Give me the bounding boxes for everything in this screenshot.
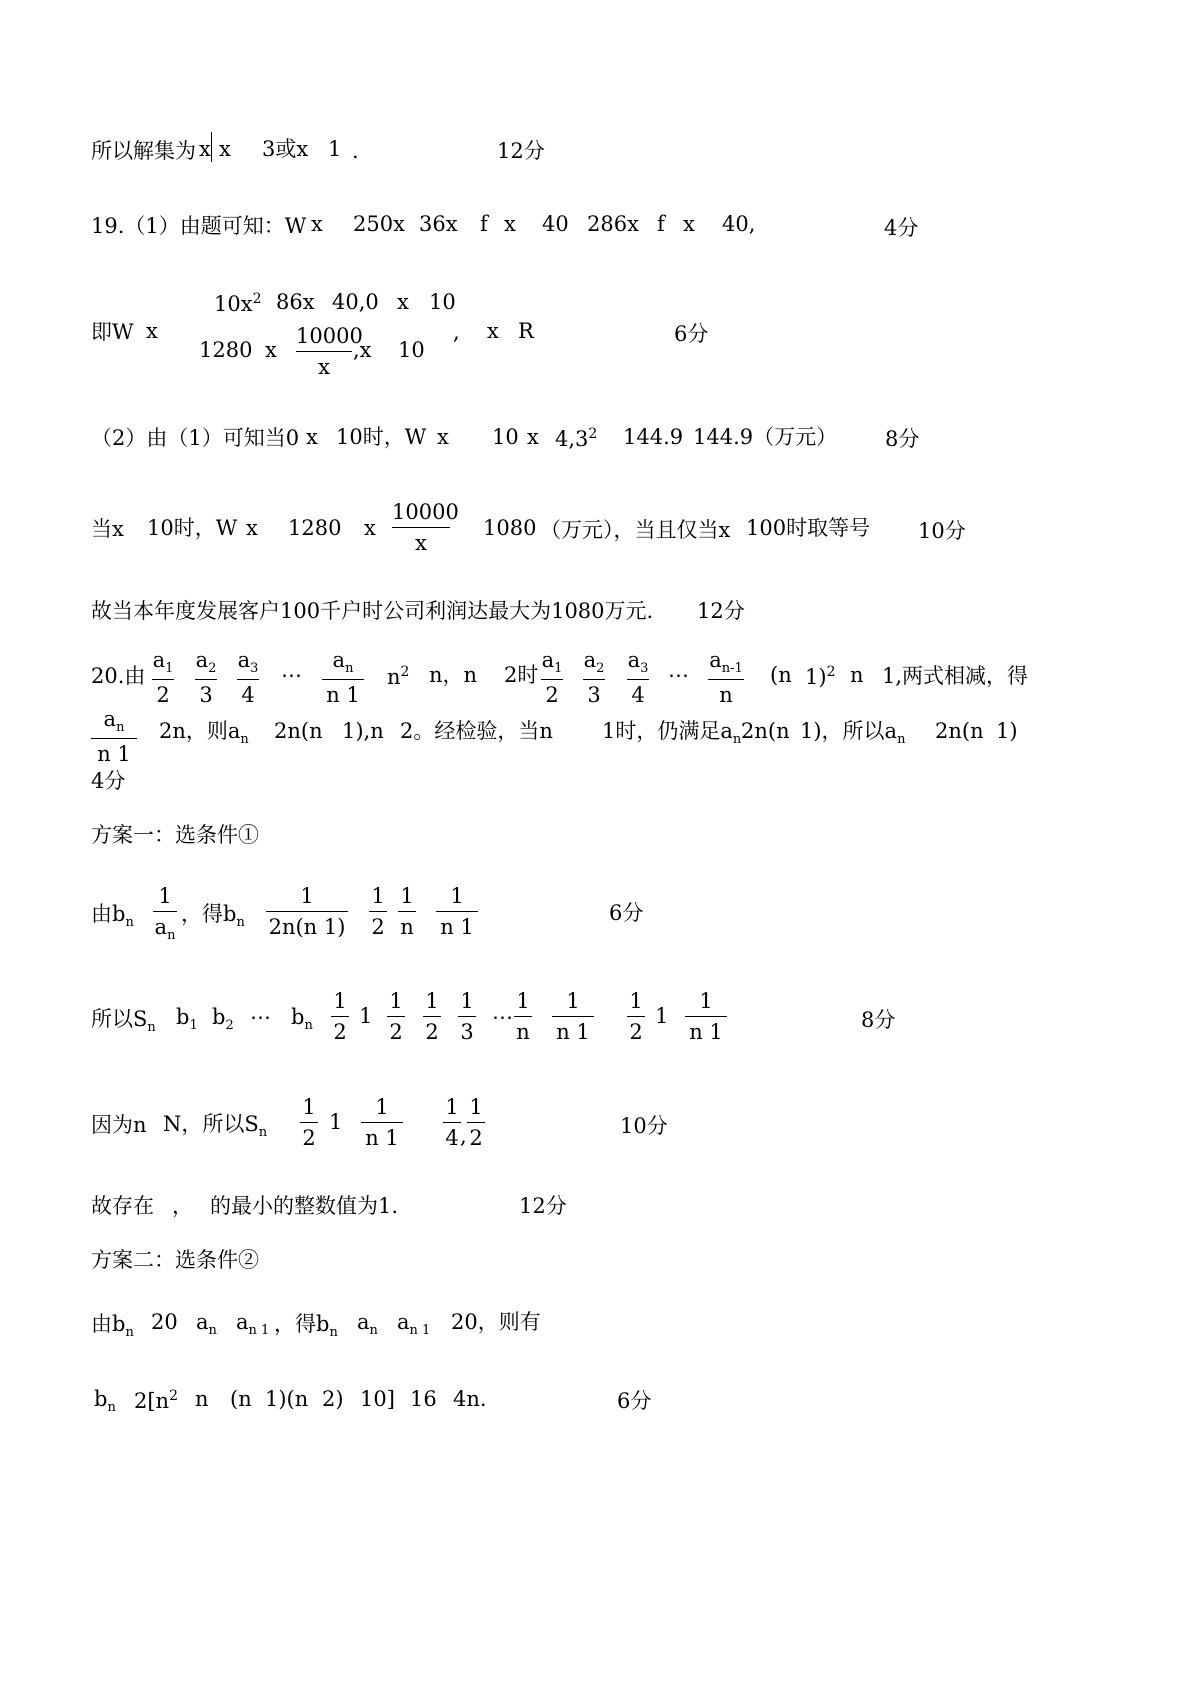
math: 因为n <box>91 1113 147 1137</box>
math: x <box>527 425 539 449</box>
math: 1 <box>329 1110 343 1134</box>
math: x <box>683 212 695 236</box>
fraction: 1 n <box>514 991 532 1043</box>
fraction: 1 2 <box>369 886 387 938</box>
math: 所以$S_n$ <box>91 1007 156 1036</box>
math: 16 <box>410 1387 437 1411</box>
math: 20 <box>151 1310 178 1334</box>
math: 36x <box>419 212 458 236</box>
math: x <box>146 319 158 343</box>
ellipsis: ⋯ <box>492 1005 513 1029</box>
fraction: 1 n 1 <box>552 991 594 1043</box>
fraction: $a_3$ 4 <box>237 648 259 708</box>
score-label: 6分 <box>617 1389 652 1413</box>
math: , <box>453 320 460 344</box>
math: 1)$^2$ <box>805 664 836 689</box>
math: 1280 <box>288 516 342 540</box>
math: x <box>306 425 318 449</box>
math: 1),n <box>342 719 384 743</box>
math: 10时，W <box>147 516 238 540</box>
text: 故当本年度发展客户100千户时公司利润达最大为1080万元. <box>91 599 654 623</box>
math: 2n(n <box>741 719 790 743</box>
math: 1) <box>996 719 1018 743</box>
math: x <box>219 137 231 161</box>
fraction: 10000 x <box>296 324 363 379</box>
math: 1时，仍满足$a_n$ <box>602 719 742 748</box>
fraction: $a_3$ 4 <box>627 648 649 708</box>
math: 40,0 <box>332 290 379 314</box>
math: f <box>657 212 665 236</box>
text: 100时取等号 <box>746 516 871 540</box>
text: 的最小的整数值为1. <box>210 1194 399 1218</box>
math: 250x <box>353 212 405 236</box>
fraction: 1 n 1 <box>361 1097 403 1149</box>
math: 3或x <box>262 137 309 161</box>
score-label: 10分 <box>620 1114 668 1138</box>
math: 1280 <box>199 338 253 362</box>
math: 1 <box>655 1004 669 1028</box>
math: 1)，所以$a_n$ <box>800 719 906 748</box>
text: ， <box>172 1194 193 1218</box>
score-label: 8分 <box>861 1008 896 1032</box>
math: ，得$b_n$ <box>181 902 245 931</box>
math: ，得$b_n$ <box>274 1312 338 1341</box>
set-bar <box>211 132 212 162</box>
text: 19.（1）由题可知：W <box>91 214 307 238</box>
math: n，n <box>429 663 478 687</box>
math: 4n. <box>453 1387 487 1411</box>
math: 86x <box>276 290 315 314</box>
text: 即W <box>91 320 134 344</box>
math: $b_n$ <box>94 1387 116 1416</box>
fraction: 1 n 1 <box>436 886 478 938</box>
fraction: 1 3 <box>458 991 476 1043</box>
math: $a_{n 1}$ <box>236 1310 270 1339</box>
math: f <box>480 212 488 236</box>
math: , <box>460 1124 467 1148</box>
math: 40, <box>722 212 756 236</box>
text: （2）由（1）可知当0 <box>91 426 300 450</box>
score-label: 12分 <box>497 139 545 163</box>
math: 10] <box>360 1387 395 1411</box>
text: （万元），当且仅当x <box>540 518 731 542</box>
math: $10x^2$ <box>214 291 262 316</box>
math: 144.9 <box>623 425 684 449</box>
math: (n <box>230 1387 252 1411</box>
math: 2n，则$a_n$ <box>159 719 249 748</box>
math: $a_{n 1}$ <box>397 1310 431 1339</box>
fraction: $a_1$ 2 <box>541 648 563 708</box>
math: 10时，W <box>336 425 427 449</box>
fraction: $a_1$ 2 <box>152 648 174 708</box>
score-label: 6分 <box>609 901 644 925</box>
math: 2n(n <box>935 719 984 743</box>
math: x <box>311 212 323 236</box>
math: 144.9（万元） <box>693 425 838 449</box>
text: 故存在 <box>91 1194 154 1218</box>
ellipsis: ⋯ <box>281 663 302 687</box>
math: $n^2$ <box>387 664 410 689</box>
fraction: 1 2 <box>387 991 405 1043</box>
math: $b_n$ <box>291 1005 313 1034</box>
math: R <box>518 319 534 343</box>
ellipsis: ⋯ <box>668 663 689 687</box>
text: 所以解集为 <box>91 139 196 163</box>
math: $4,3^2$ <box>555 426 598 451</box>
math: 10 <box>429 290 456 314</box>
math: 286x <box>587 212 639 236</box>
math: x <box>246 516 258 540</box>
text: 1,两式相减，得 <box>882 664 1029 688</box>
fraction: 1 4 <box>443 1097 461 1149</box>
math: 2时 <box>504 663 539 687</box>
fraction: 1 2 <box>300 1097 318 1149</box>
fraction: 1 n 1 <box>685 991 727 1043</box>
math: 由$b_n$ <box>91 1312 134 1341</box>
math: 2) <box>322 1387 344 1411</box>
math: ,x <box>353 338 372 362</box>
score-label: 6分 <box>674 322 709 346</box>
math: 由$b_n$ <box>91 902 134 931</box>
math: 40 <box>542 212 569 236</box>
math: 1 <box>328 137 342 161</box>
math: x <box>199 137 211 161</box>
math: x <box>504 212 516 236</box>
math: 20，则有 <box>451 1310 541 1334</box>
math: 1 <box>359 1004 373 1028</box>
score-label: 12分 <box>697 599 745 623</box>
text: 20.由 <box>91 664 146 688</box>
math: . <box>352 139 359 163</box>
math: 2n(n <box>274 719 323 743</box>
fraction: $a_2$ 3 <box>195 648 217 708</box>
fraction: 10000 x <box>392 500 459 555</box>
math: $a_n$ <box>357 1310 378 1339</box>
fraction: 1 2n(n 1) <box>266 886 348 938</box>
math: 10 <box>398 338 425 362</box>
math: N，所以$S_n$ <box>163 1112 268 1141</box>
fraction: 1 2 <box>423 991 441 1043</box>
fraction: $a_n$ n 1 <box>322 650 364 706</box>
fraction: $a_2$ 3 <box>583 648 605 708</box>
fraction: 1 2 <box>331 991 349 1043</box>
ellipsis: ⋯ <box>250 1005 271 1029</box>
math: 1)(n <box>265 1387 309 1411</box>
math: $2[n^2$ <box>134 1388 179 1413</box>
math: x <box>364 516 376 540</box>
text: 当x <box>91 517 124 541</box>
math: $b_2$ <box>212 1005 234 1034</box>
score-label: 8分 <box>885 427 920 451</box>
math: 1080 <box>483 516 537 540</box>
math: x <box>397 290 409 314</box>
score-label: 12分 <box>519 1194 567 1218</box>
fraction: $a_n$ n 1 <box>91 709 137 765</box>
fraction: 1 n <box>398 886 416 938</box>
math: (n <box>770 663 792 687</box>
math: n <box>195 1387 209 1411</box>
math: x <box>265 338 277 362</box>
score-label: 4分 <box>884 216 919 240</box>
math: x <box>487 319 499 343</box>
score-label: 10分 <box>918 519 966 543</box>
math: $b_1$ <box>176 1005 198 1034</box>
section-heading: 方案二：选条件② <box>91 1248 259 1272</box>
math: n <box>850 663 864 687</box>
fraction: 1 $a_n$ <box>154 884 176 944</box>
math: x <box>437 425 449 449</box>
math: 10 <box>492 425 519 449</box>
fraction: $a_{n-1}$ n <box>709 648 743 708</box>
math: 2。经检验，当n <box>400 719 553 743</box>
math: $a_n$ <box>196 1310 217 1339</box>
fraction: 1 2 <box>467 1097 485 1149</box>
score-label: 4分 <box>91 769 126 793</box>
section-heading: 方案一：选条件① <box>91 823 259 847</box>
fraction: 1 2 <box>627 991 645 1043</box>
